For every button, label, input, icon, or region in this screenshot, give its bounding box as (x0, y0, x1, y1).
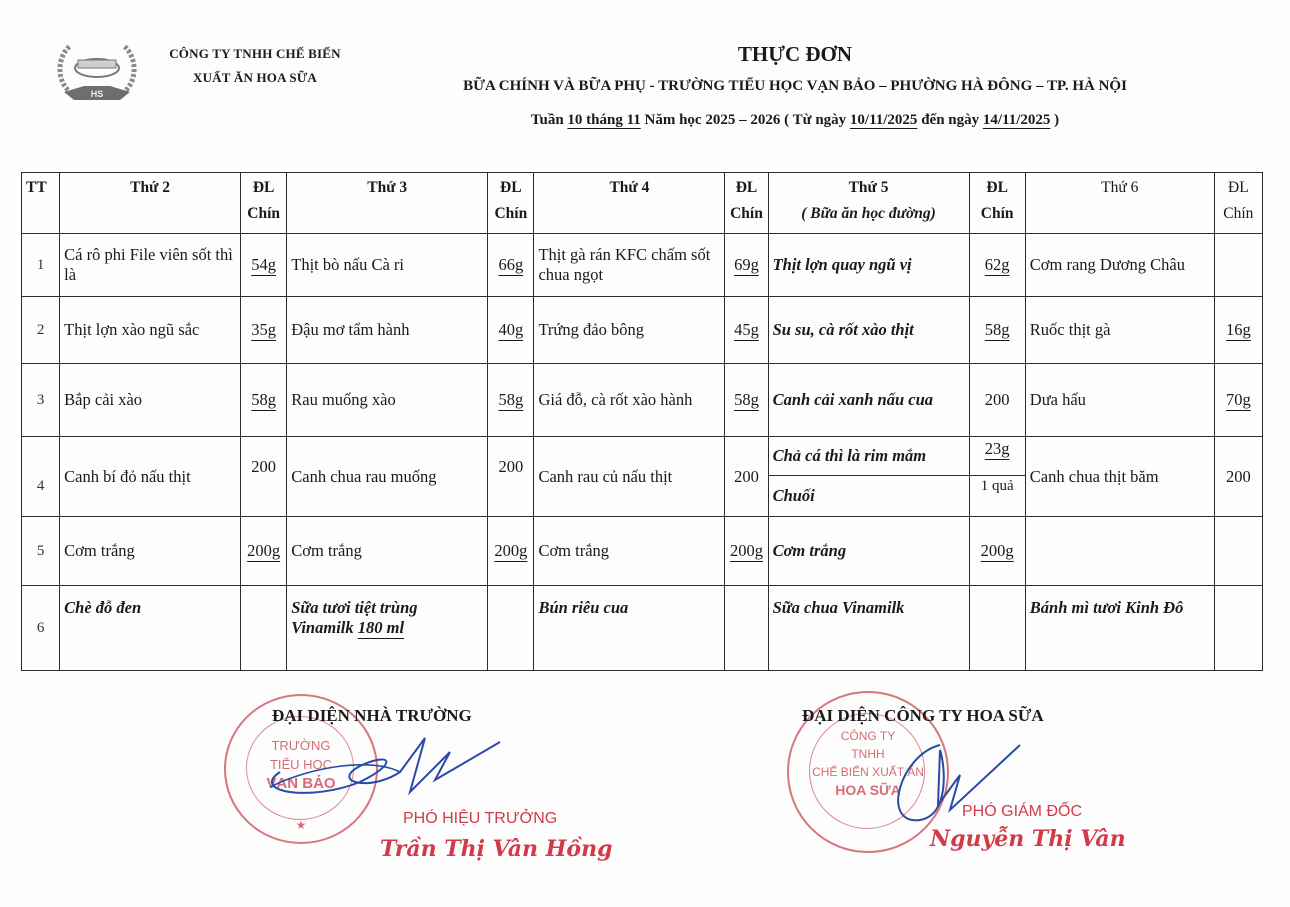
date-from: 10/11/2025 (849, 112, 918, 128)
dish-cell: Dưa hấu (1025, 364, 1214, 437)
weight-cell (969, 586, 1025, 671)
week-value: 10 tháng 11 (567, 112, 641, 128)
dish-cell: Cơm trắng (534, 517, 725, 586)
dish-cell: Rau muống xào (287, 364, 488, 437)
weight-cell: 58g (498, 390, 524, 409)
svg-text:HS: HS (90, 89, 104, 99)
dish-cell: Sữa tươi tiệt trùng Vinamilk 180 ml (287, 586, 488, 671)
weight-cell (241, 586, 287, 671)
school-year: Năm học 2025 – 2026 ( Từ ngày (640, 112, 850, 128)
weight-cell: 58g (984, 320, 1010, 339)
dish-cell: Trứng đảo bông (534, 297, 725, 364)
company-signature-title: ĐẠI DIỆN CÔNG TY HOA SỮA (802, 706, 1044, 725)
stamp-line: HOA SỮA (835, 782, 901, 798)
header-thu-6: Thứ 6 (1025, 173, 1214, 234)
dish-cell: Đậu mơ tẩm hành (287, 297, 488, 364)
weight-cell: 200g (729, 541, 763, 560)
dish-cell: Canh bí đỏ nấu thịt (60, 437, 241, 517)
document-subtitle: BỮA CHÍNH VÀ BỮA PHỤ - TRƯỜNG TIỂU HỌC VẠN BẢO – PHƯỜNG HÀ ĐÔNG – TP. HÀ NỘI (463, 78, 1127, 94)
weight-cell: 200g (494, 541, 528, 560)
dish-cell: Cơm trắng (768, 517, 969, 586)
dish-cell: Thịt bò nấu Cà ri (287, 234, 488, 297)
dish-cell: Chè đỗ đen (60, 586, 241, 671)
dish-cell: Canh cải xanh nấu cua (768, 364, 969, 437)
weight-cell: 66g (498, 255, 524, 274)
weight-cell: 200 (725, 437, 768, 517)
weight-cell: 200 (969, 364, 1025, 437)
weight-cell: 200 (1214, 437, 1262, 517)
weight-cell: 69g (734, 255, 759, 274)
weight-cell: 200 (241, 437, 287, 517)
header-thu-2: Thứ 2 (60, 173, 241, 234)
school-signature-title: ĐẠI DIỆN NHÀ TRƯỜNG (272, 706, 472, 725)
dish-cell: Canh rau củ nấu thịt (534, 437, 725, 517)
dish-cell: Ruốc thịt gà (1025, 297, 1214, 364)
dish-cell: Bắp cải xào (60, 364, 241, 437)
dish-cell: Thịt gà rán KFC chấm sốt chua ngọt (534, 234, 725, 297)
week-info (370, 112, 1220, 129)
dish-cell: Chả cá thì là rim mắm (768, 437, 969, 476)
header-thu-4: Thứ 4 (534, 173, 725, 234)
dish-cell: Su su, cà rốt xào thịt (768, 297, 969, 364)
company-name-line1: CÔNG TY TNHH CHẾ BIẾN (169, 46, 341, 61)
row-number: 6 (22, 586, 60, 671)
table-row (22, 517, 1263, 586)
table-header-row (22, 173, 1263, 234)
weight-cell: 54g (251, 255, 277, 274)
weight-cell: 1 quả (969, 476, 1025, 517)
dish-cell: Giá đỗ, cà rốt xào hành (534, 364, 725, 437)
weight-cell: 62g (984, 255, 1010, 274)
weight-cell (1214, 234, 1262, 297)
stamp-line: TNHH (851, 747, 885, 761)
star-icon: ★ (295, 818, 307, 832)
weight-cell (488, 586, 534, 671)
weight-cell: 70g (1225, 390, 1251, 409)
stamp-line: CHẾ BIẾN XUẤT ĂN (812, 765, 924, 779)
dish-cell: Canh chua thịt băm (1025, 437, 1214, 517)
date-separator: đến ngày (917, 112, 983, 128)
dish-cell: Cơm rang Dương Châu (1025, 234, 1214, 297)
weight-cell: 58g (734, 390, 759, 409)
school-signer-name: Trần Thị Vân Hồng (380, 836, 613, 862)
weight-cell: 200g (247, 541, 281, 560)
weight-cell: 23g (984, 439, 1010, 458)
row-number: 3 (22, 364, 60, 437)
dish-cell: Cá rô phi File viên sốt thì là (60, 234, 241, 297)
weight-cell: 40g (498, 320, 524, 339)
company-role: PHÓ GIÁM ĐỐC (962, 803, 1083, 820)
stamp-line: TRƯỜNG (271, 738, 331, 753)
header-dl-chin: ĐL Chín (1214, 173, 1262, 234)
school-role: PHÓ HIỆU TRƯỞNG (403, 810, 558, 827)
row-number: 2 (22, 297, 60, 364)
header-dl-chin: ĐL Chín (241, 173, 287, 234)
company-name (150, 42, 360, 90)
week-label: Tuần (530, 112, 568, 128)
weight-cell (1214, 517, 1262, 586)
weight-cell: 45g (734, 320, 759, 339)
dish-cell: Cơm trắng (60, 517, 241, 586)
dish-cell: Chuối (768, 476, 969, 517)
header-dl-chin: ĐL Chín (969, 173, 1025, 234)
stamp-line: TIỂU HỌC (269, 757, 333, 772)
weight-cell (725, 586, 768, 671)
weight-cell: 58g (251, 390, 277, 409)
weight-cell: 200 (488, 437, 534, 517)
menu-table (21, 172, 1263, 671)
stamp-line: CÔNG TY (840, 729, 896, 743)
header-dl-chin: ĐL Chín (488, 173, 534, 234)
table-row (22, 234, 1263, 297)
document-title: THỰC ĐƠN (737, 42, 853, 66)
weight-cell: 16g (1225, 320, 1251, 339)
row-number: 5 (22, 517, 60, 586)
table-row (22, 437, 1263, 476)
dish-cell: Bánh mì tươi Kinh Đô (1025, 586, 1214, 671)
dish-cell: Cơm trắng (287, 517, 488, 586)
table-row (22, 297, 1263, 364)
dish-cell: Bún riêu cua (534, 586, 725, 671)
dish-cell: Thịt lợn quay ngũ vị (768, 234, 969, 297)
dish-cell: Canh chua rau muống (287, 437, 488, 517)
school-signature-scribble (250, 732, 510, 812)
header-dl-chin: ĐL Chín (725, 173, 768, 234)
weight-cell: 200g (980, 541, 1014, 560)
company-name-line2: XUẤT ĂN HOA SỮA (193, 70, 317, 85)
weight-cell (1214, 586, 1262, 671)
header-tt: TT (22, 173, 60, 234)
company-signer-name: Nguyễn Thị Vân (930, 826, 1126, 852)
row-number: 1 (22, 234, 60, 297)
dish-cell: Thịt lợn xào ngũ sắc (60, 297, 241, 364)
date-close: ) (1050, 112, 1060, 128)
table-row (22, 364, 1263, 437)
table-row (22, 586, 1263, 671)
weight-cell: 35g (251, 320, 277, 339)
dish-cell (1025, 517, 1214, 586)
company-logo (54, 42, 140, 106)
date-to: 14/11/2025 (982, 112, 1051, 128)
dish-cell: Sữa chua Vinamilk (768, 586, 969, 671)
stamp-line: VẠN BẢO (266, 775, 336, 792)
header-thu-3: Thứ 3 (287, 173, 488, 234)
row-number: 4 (22, 437, 60, 517)
header-thu-5: Thứ 5 ( Bữa ăn học đường) (768, 173, 969, 234)
